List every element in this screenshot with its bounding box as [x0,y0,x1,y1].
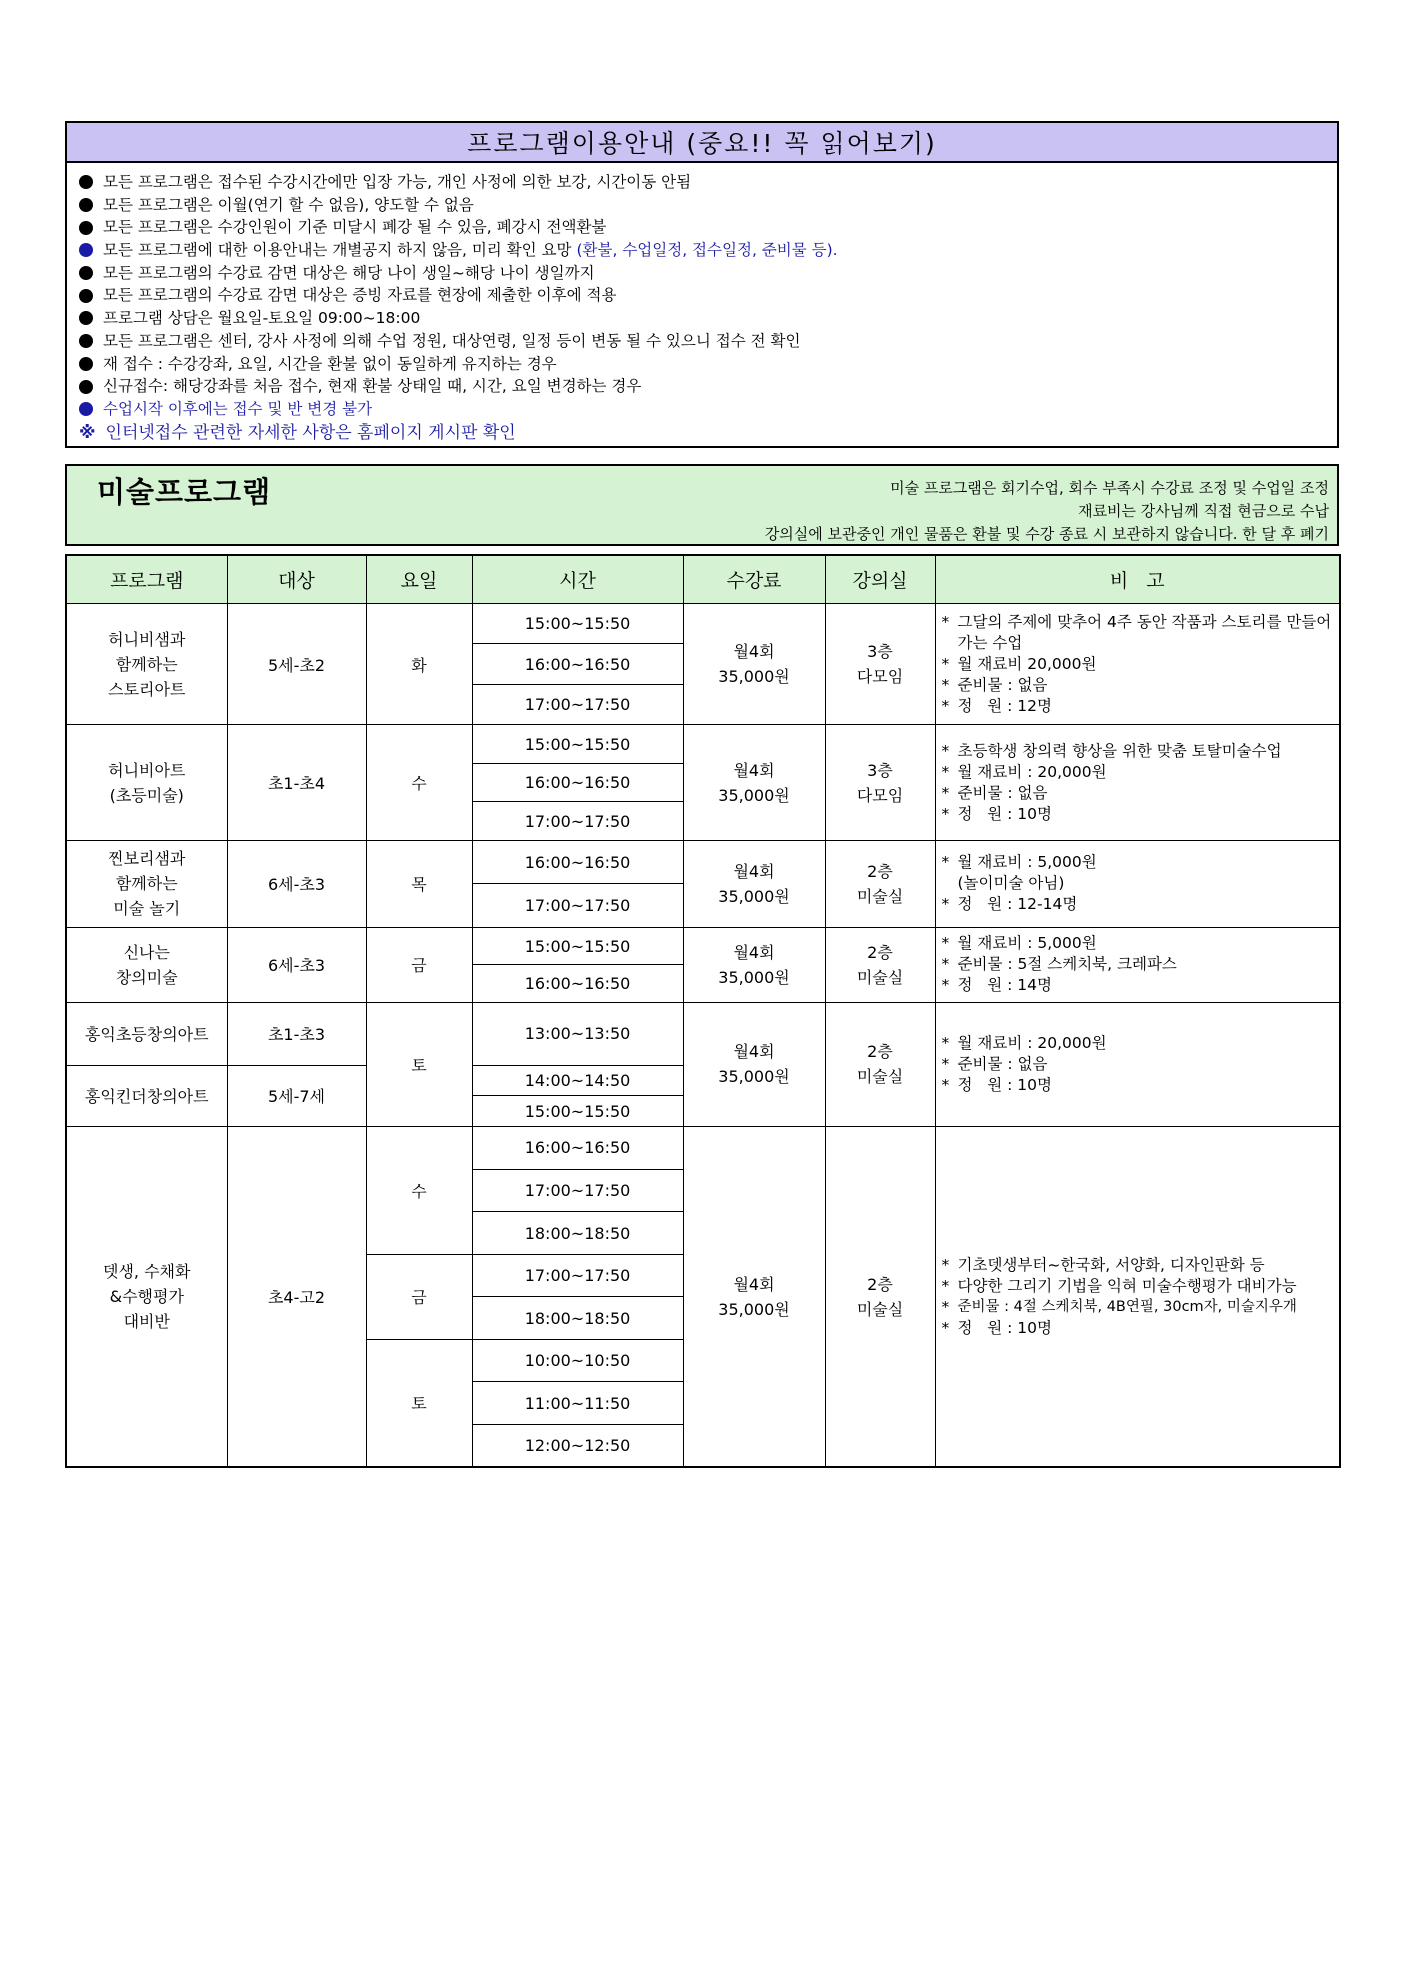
room: 3층 다모임 [825,725,935,840]
table-row [66,927,1340,964]
notice-title: 프로그램이용안내 (중요!! 꼭 읽어보기) [67,123,1337,163]
program-name: 뎃생, 수채화 &수행평가 대비반 [66,1127,227,1467]
time-slot: 14:00~14:50 [472,1065,683,1095]
day: 토 [366,1002,472,1126]
col-header-day: 요일 [366,555,472,604]
col-header-time: 시간 [472,555,683,604]
day: 금 [366,927,472,1002]
target-age: 5세-7세 [227,1065,366,1127]
col-header-fee: 수강료 [683,555,825,604]
notes: * 기초뎃생부터~한국화, 서양화, 디자인판화 등 * 다양한 그리기 기법을 익혀 미술수행평가 대비가능 * 준비물 : 4절 스케치북, 4B연필, 30cm자, 미술지우개 * 정 원 : 10명 [935,1127,1340,1467]
room: 3층 다모임 [825,604,935,725]
bullet-icon [79,334,93,348]
program-name: 허니비아트 (초등미술) [66,725,227,840]
table-row [66,604,1340,644]
day: 수 [366,1127,472,1255]
day: 수 [366,725,472,840]
target-age: 6세-초3 [227,840,366,927]
schedule-table [65,554,1341,1468]
target-age: 5세-초2 [227,604,366,725]
time-slot: 12:00~12:50 [472,1424,683,1467]
room: 2층 미술실 [825,840,935,927]
bullet-icon [79,175,93,189]
list-item: 모든 프로그램의 수강료 감면 대상은 해당 나이 생일~해당 나이 생일까지 [79,262,1337,285]
list-item: 모든 프로그램의 수강료 감면 대상은 증빙 자료를 현장에 제출한 이후에 적용 [79,284,1337,307]
art-note: 강의실에 보관중인 개인 물품은 환불 및 수강 종료 시 보관하지 않습니다. 한 달 후 폐기 [764,525,1329,543]
target-age: 6세-초3 [227,927,366,1002]
reference-mark-icon: ※ [79,422,96,443]
time-slot: 16:00~16:50 [472,965,683,1002]
day: 화 [366,604,472,725]
notes: * 월 재료비 : 20,000원 * 준비물 : 없음 * 정 원 : 10명 [935,1002,1340,1126]
fee: 월4회 35,000원 [683,927,825,1002]
program-name: 찐보리샘과 함께하는 미술 놀기 [66,840,227,927]
col-header-room: 강의실 [825,555,935,604]
bullet-icon [79,221,93,235]
time-slot: 17:00~17:50 [472,1169,683,1212]
notes: * 월 재료비 : 5,000원 * 준비물 : 5절 스케치북, 크레파스 * 정 원 : 14명 [935,927,1340,1002]
time-slot: 10:00~10:50 [472,1339,683,1382]
bullet-icon [79,357,93,371]
table-row [66,1127,1340,1170]
fee: 월4회 35,000원 [683,604,825,725]
list-item: 모든 프로그램에 대한 이용안내는 개별공지 하지 않음, 미리 확인 요망 (환불, 수업일정, 접수일정, 준비물 등). [79,239,1337,262]
bullet-icon [79,198,93,212]
time-slot: 16:00~16:50 [472,644,683,684]
program-name: 홍익초등창의아트 [66,1002,227,1065]
list-item: 프로그램 상담은 월요일-토요일 09:00~18:00 [79,307,1337,330]
room: 2층 미술실 [825,1127,935,1467]
notes: * 그달의 주제에 맞추어 4주 동안 작품과 스토리를 만들어가는 수업 * 월 재료비 20,000원 * 준비물 : 없음 * 정 원 : 12명 [935,604,1340,725]
bullet-icon [79,289,93,303]
notes: * 초등학생 창의력 향상을 위한 맞춤 토탈미술수업 * 월 재료비 : 20,000원 * 준비물 : 없음 * 정 원 : 10명 [935,725,1340,840]
time-slot: 11:00~11:50 [472,1382,683,1425]
time-slot: 15:00~15:50 [472,604,683,644]
target-age: 초1-초4 [227,725,366,840]
reference-note: ※ 인터넷접수 관련한 자세한 사항은 홈페이지 게시판 확인 [79,421,1337,446]
room: 2층 미술실 [825,1002,935,1126]
list-item: 수업시작 이후에는 접수 및 반 변경 불가 [79,398,1337,421]
time-slot: 17:00~17:50 [472,684,683,724]
table-row [66,840,1340,884]
bullet-icon [79,266,93,280]
list-item: 모든 프로그램은 접수된 수강시간에만 입장 가능, 개인 사정에 의한 보강, 시간이동 안됨 [79,171,1337,194]
bullet-icon [79,402,93,416]
program-name: 홍익킨더창의아트 [66,1065,227,1127]
time-slot: 16:00~16:50 [472,1127,683,1170]
list-item: 신규접수: 해당강좌를 처음 접수, 현재 환불 상태일 때, 시간, 요일 변경하는 경우 [79,375,1337,398]
list-item: 재 접수 : 수강강좌, 요일, 시간을 환불 없이 동일하게 유지하는 경우 [79,353,1337,376]
room: 2층 미술실 [825,927,935,1002]
art-note: 미술 프로그램은 회기수업, 회수 부족시 수강료 조정 및 수업일 조정 [890,479,1329,497]
time-slot: 15:00~15:50 [472,725,683,763]
time-slot: 18:00~18:50 [472,1297,683,1340]
fee: 월4회 35,000원 [683,1127,825,1467]
target-age: 초4-고2 [227,1127,366,1467]
notice-list [67,163,1337,446]
col-header-target: 대상 [227,555,366,604]
time-slot: 16:00~16:50 [472,840,683,884]
bullet-icon [79,311,93,325]
program-name: 신나는 창의미술 [66,927,227,1002]
day: 금 [366,1254,472,1339]
fee: 월4회 35,000원 [683,1002,825,1126]
fee: 월4회 35,000원 [683,840,825,927]
art-note: 재료비는 강사님께 직접 현금으로 수납 [1078,502,1329,520]
table-row [66,1002,1340,1065]
time-slot: 17:00~17:50 [472,802,683,840]
notice-box [65,121,1339,448]
time-slot: 18:00~18:50 [472,1212,683,1255]
bullet-icon [79,243,93,257]
col-header-notes: 비 고 [935,555,1340,604]
art-program-header [65,464,1339,546]
col-header-program: 프로그램 [66,555,227,604]
time-slot: 15:00~15:50 [472,1095,683,1126]
bullet-icon [79,380,93,394]
program-name: 허니비샘과 함께하는 스토리아트 [66,604,227,725]
time-slot: 15:00~15:50 [472,927,683,964]
day: 목 [366,840,472,927]
time-slot: 17:00~17:50 [472,1254,683,1297]
list-item: 모든 프로그램은 수강인원이 기준 미달시 폐강 될 수 있음, 폐강시 전액환불 [79,216,1337,239]
section-title: 미술프로그램 [97,475,272,509]
table-header-row [66,555,1340,604]
notes: * 월 재료비 : 5,000원 (놀이미술 아님) * 정 원 : 12-14명 [935,840,1340,927]
time-slot: 13:00~13:50 [472,1002,683,1065]
list-item: 모든 프로그램은 이월(연기 할 수 없음), 양도할 수 없음 [79,194,1337,217]
table-row [66,725,1340,763]
fee: 월4회 35,000원 [683,725,825,840]
list-item: 모든 프로그램은 센터, 강사 사정에 의해 수업 정원, 대상연령, 일정 등이 변동 될 수 있으니 접수 전 확인 [79,330,1337,353]
time-slot: 17:00~17:50 [472,884,683,928]
time-slot: 16:00~16:50 [472,763,683,801]
day: 토 [366,1339,472,1467]
target-age: 초1-초3 [227,1002,366,1065]
